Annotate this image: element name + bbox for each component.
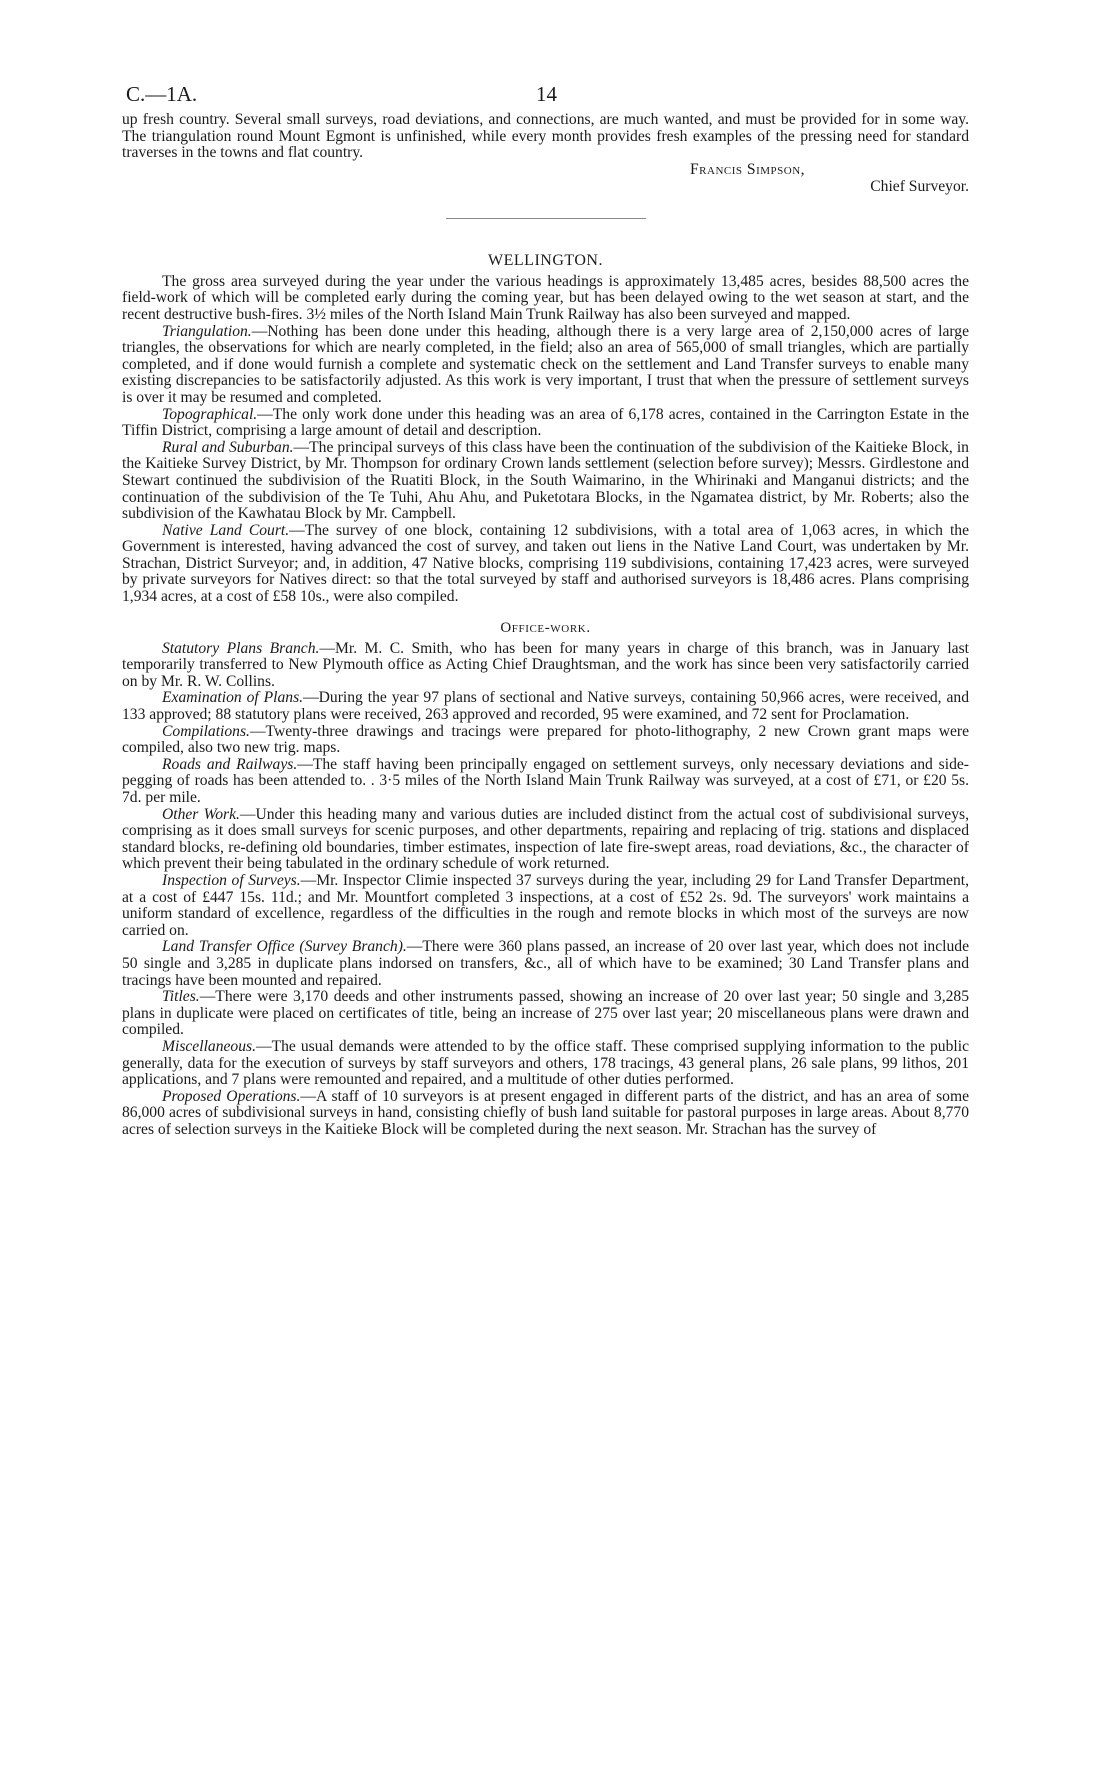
paragraph-proposed-operations (122, 1089, 969, 1139)
paragraph-compilations (122, 724, 969, 757)
paragraph-lead: Roads and Railways. (162, 755, 298, 773)
page-number: 14 (536, 82, 557, 106)
paragraph-text: —Nothing has been done under this heading, although there is a very large area of 2,150,000 acres of large triangles, the observations for which are nearly completed, in the field; also an area of 565,000 of small triangles, which are partially completed, and if done would furnish a complete and systematic check on the settlement and Land Transfer surveys to enable many existing discrepancies to be satisfactorily adjusted. As this work is very important, I trust that when the pressure of settlement surveys is over it may be resumed and completed. (122, 322, 969, 406)
office-work-heading: Office-work. (500, 619, 591, 636)
paragraph-other-work (122, 807, 969, 873)
paragraph-text: —The only work done under this heading was an area of 6,178 acres, contained in the Carrington Estate in the Tiffin District, comprising a large amount of detail and description. (122, 405, 969, 440)
paragraph-text: —The usual demands were attended to by the office staff. These comprised supplying information to the public generally, data for the execution of surveys by staff surveyors and others, 178 tracings, 43 general plans, 26 sale plans, 99 lithos, 201 applications, and 7 plans were remounted and repaired, and a multitude of other duties performed. (122, 1037, 969, 1089)
paper-reference: C.—1A. (126, 82, 198, 106)
paragraph-text: —Mr. M. C. Smith, who has been for many years in charge of this branch, was in January last temporarily transferred to New Plymouth office as Acting Chief Draughtsman, and the work has since been very satisfactorily carried on by Mr. R. W. Collins. (122, 639, 969, 690)
paragraph-lead: Native Land Court. (162, 521, 290, 539)
paragraph-text: —Mr. Inspector Climie inspected 37 surveys during the year, including 29 for Land Transfer Department, at a cost of £447 15s. 11d.; and Mr. Mountfort completed 3 inspections, at a cost of £52 2s. 9d. The surveyors' work maintains a uniform standard of excellence, regardless of the difficulties in the rough and remote blocks in which most of the surveys are now carried on. (122, 871, 969, 939)
paragraph-land-transfer-office (122, 939, 969, 989)
paragraph-lead: Compilations. (162, 722, 250, 740)
paragraph-lead: Titles. (162, 988, 200, 1006)
paragraph-lead: Inspection of Surveys. (162, 871, 301, 889)
paragraph-lead: Triangulation. (162, 322, 252, 340)
paragraph-text: —The survey of one block, containing 12 subdivisions, with a total area of 1,063 acres, in which the Government is interested, having advanced the cost of survey, and taken out liens in the Native Land Court, was undertaken by Mr. Strachan, District Surveyor; and, in addition, 47 Native blocks, comprising 119 subdivisions, containing 17,423 acres, were surveyed by private surveyors for Natives direct: so that the total surveyed by staff and authorised surveyors is 18,486 acres. Plans comprising 1,934 acres, at a cost of £58 10s., were also compiled. (122, 521, 969, 606)
page-header (122, 82, 969, 112)
document-page (122, 82, 969, 1138)
paragraph-lead: Proposed Operations. (162, 1087, 301, 1105)
intro-paragraph: up fresh country. Several small surveys, road deviations, and connections, are much wanted, and must be provided for in some way. The triangulation round Mount Egmont is unfinished, while every month provides fresh examples of the pressing need for standard traverses in the towns and flat country. (122, 111, 969, 162)
paragraph-lead: Other Work. (162, 805, 240, 823)
paragraph-rural-suburban (122, 440, 969, 523)
paragraph-lead: Rural and Suburban. (162, 438, 294, 456)
paragraph-lead: Examination of Plans. (162, 689, 304, 707)
paragraph-inspection-of-surveys (122, 873, 969, 939)
paragraph-lead: Land Transfer Office (Survey Branch). (162, 938, 407, 956)
paragraph-text: —Under this heading many and various duties are included distinct from the actual cost of subdivisional surveys, comprising as it does small surveys for scenic purposes, and other departments, repairing and replacing of trig. stations and displaced standard blocks, re-defining old boundaries, timber estimates, inspection of late fire-swept areas, road deviations, &c., the character of which prevent their being tabulated in the ordinary schedule of work returned. (122, 805, 969, 873)
paragraph-text: —There were 360 plans passed, an increase of 20 over last year, which does not include 50 single and 3,285 in duplicate plans indorsed on transfers, &c., all of which have to be examined; 30 Land Transfer plans and tracings have been mounted and repaired. (122, 938, 969, 989)
section-heading: WELLINGTON. (488, 251, 603, 269)
paragraph-text: —The staff having been principally engaged on settlement surveys, only necessary deviations and side-pegging of roads has been attended to. . 3·5 miles of the North Island Main Trunk Railway was surveyed, at a cost of £71, or £20 5s. 7d. per mile. (122, 755, 969, 806)
paragraph-lead: Topographical. (162, 405, 258, 423)
signature-name: Francis Simpson, (690, 160, 806, 178)
paragraph-text: —The principal surveys of this class have been the continuation of the subdivision of the Kaitieke Block, in the Kaitieke Survey District, by Mr. Thompson for ordinary Crown lands settlement (selection before survey); Messrs. Girdlestone and Stewart continued the subdivision of the Ruatiti Block, in the South Waimarino, in the Whirinaki and Manganui districts; and the continuation of the subdivision of the Te Tuhi, Ahu Ahu, and Puketotara Blocks, in the Ngamatea district, by Mr. Roberts; also the subdivision of the Kawhatau Block by Mr. Campbell. (122, 438, 969, 523)
paragraph-text: —During the year 97 plans of sectional and Native surveys, containing 50,966 acres, were received, and 133 approved; 88 statutory plans were received, 263 approved and recorded, 95 were examined, and 72 sent for Proclamation. (122, 689, 969, 724)
paragraph-statutory-plans (122, 641, 969, 691)
paragraph-miscellaneous (122, 1039, 969, 1089)
section-divider (446, 218, 646, 219)
paragraph-topographical (122, 407, 969, 440)
paragraph-lead: Statutory Plans Branch. (162, 639, 320, 657)
paragraph-text: —Twenty-three drawings and tracings were prepared for photo-lithography, 2 new Crown grant maps were compiled, also two new trig. maps. (122, 722, 969, 757)
paragraph-text: The gross area surveyed during the year under the various headings is approximately 13,485 acres, besides 88,500 acres the field-work of which will be completed early during the coming year, but has been delayed owing to the wet season at start, and the recent destructive bush-fires. 3½ miles of the North Island Main Trunk Railway has also been surveyed and mapped. (122, 272, 969, 323)
paragraph-lead: Miscellaneous. (162, 1037, 256, 1055)
paragraph-roads-railways (122, 757, 969, 807)
paragraph-text: —There were 3,170 deeds and other instruments passed, showing an increase of 20 over last year; 50 single and 3,285 plans in duplicate were placed on certificates of title, being an increase of 275 over last year; 20 miscellaneous plans were drawn and compiled. (122, 988, 969, 1039)
paragraph-text: —A staff of 10 surveyors is at present engaged in different parts of the district, and has an area of some 86,000 acres of subdivisional surveys in hand, consisting chiefly of bush land suitable for pastoral purposes in large areas. About 8,770 acres of selection surveys in the Kaitieke Block will be completed during the next season. Mr. Strachan has the survey of (122, 1087, 969, 1138)
paragraph-general (122, 274, 969, 324)
paragraph-titles (122, 989, 969, 1039)
paragraph-triangulation (122, 324, 969, 407)
paragraph-examination-of-plans (122, 690, 969, 723)
signature-block (122, 162, 969, 196)
paragraph-native-land-court (122, 523, 969, 606)
signature-title: Chief Surveyor. (870, 177, 969, 195)
